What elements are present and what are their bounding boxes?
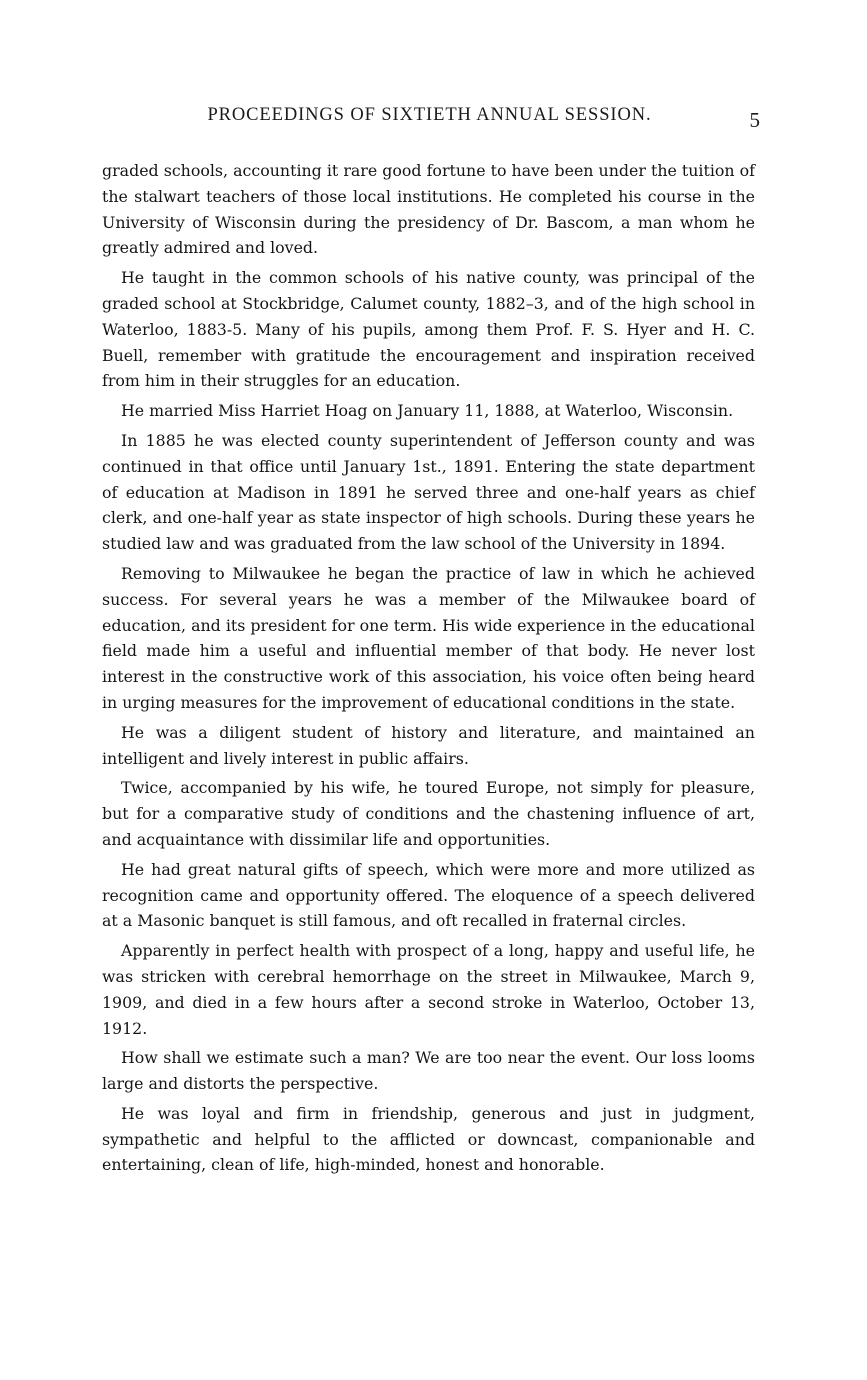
paragraph-teaching: He taught in the common schools of his native county, was principal of the graded school at Stockbridge, Calumet county, 1882–3, and of the high school in Waterloo, 1883-5. Many of his pupils, among them Prof. F. S. Hyer and H. C. Buell, remember with gratitude the encouragement and inspiration received from him in their struggles for an education.: [102, 268, 755, 391]
paragraph-marriage: He married Miss Harriet Hoag on January 11, 1888, at Waterloo, Wisconsin.: [121, 401, 734, 421]
paragraph-milwaukee: Removing to Milwaukee he began the practice of law in which he achieved success. For several years he was a member of the Milwaukee board of education, and its president for one term. His wide experience in the educational field made him a useful and influential member of that body. He never lost interest in the constructive work of this association, his voice often being heard in urging measures for the improvement of educational conditions in the state.: [102, 563, 755, 712]
paragraph-history: He was a diligent student of history and literature, and maintained an intelligent and lively interest in public affairs.: [102, 722, 755, 768]
paragraph-death: Apparently in perfect health with prospect of a long, happy and useful life, he was stricken with cerebral hemorrhage on the street in Milwaukee, March 9, 1909, and died in a few hours after a second stroke in Waterloo, October 13, 1912.: [102, 941, 755, 1038]
paragraph-continuation: graded schools, accounting it rare good fortune to have been under the tuition of the stalwart teachers of those local institutions. He completed his course in the University of Wisconsin during the presidency of Dr. Bascom, a man whom he greatly admired and loved.: [102, 161, 755, 258]
paragraph-europe: Twice, accompanied by his wife, he toured Europe, not simply for pleasure, but for a comparative study of conditions and the chastening influence of art, and acquaintance with dissimilar life and opportunities.: [102, 778, 755, 849]
page-number: 5: [749, 108, 760, 132]
paragraph-speech: He had great natural gifts of speech, which were more and more utilized as recognition came and opportunity offered. The eloquence of a speech delivered at a Masonic banquet is still famous, and oft recalled in fraternal circles.: [102, 859, 755, 931]
paragraph-superintendent: In 1885 he was elected county superintendent of Jefferson county and was continued in that office until January 1st., 1891. Entering the state department of education at Madison in 1891 he served three and one-half years as chief clerk, and one-half year as state inspector of high schools. During these years he studied law and was graduated from the law school of the University in 1894.: [102, 430, 755, 554]
paragraph-estimate: How shall we estimate such a man? We are too near the event. Our loss looms large and distorts the perspective.: [102, 1048, 755, 1094]
running-header: [100, 105, 759, 131]
body-text: [102, 158, 755, 1182]
header-title: PROCEEDINGS OF SIXTIETH ANNUAL SESSION.: [207, 105, 652, 125]
paragraph-character: He was loyal and firm in friendship, generous and just in judgment, sympathetic and helpful to the afflicted or downcast, companionable and entertaining, clean of life, high-minded, honest and honorable.: [102, 1103, 755, 1175]
